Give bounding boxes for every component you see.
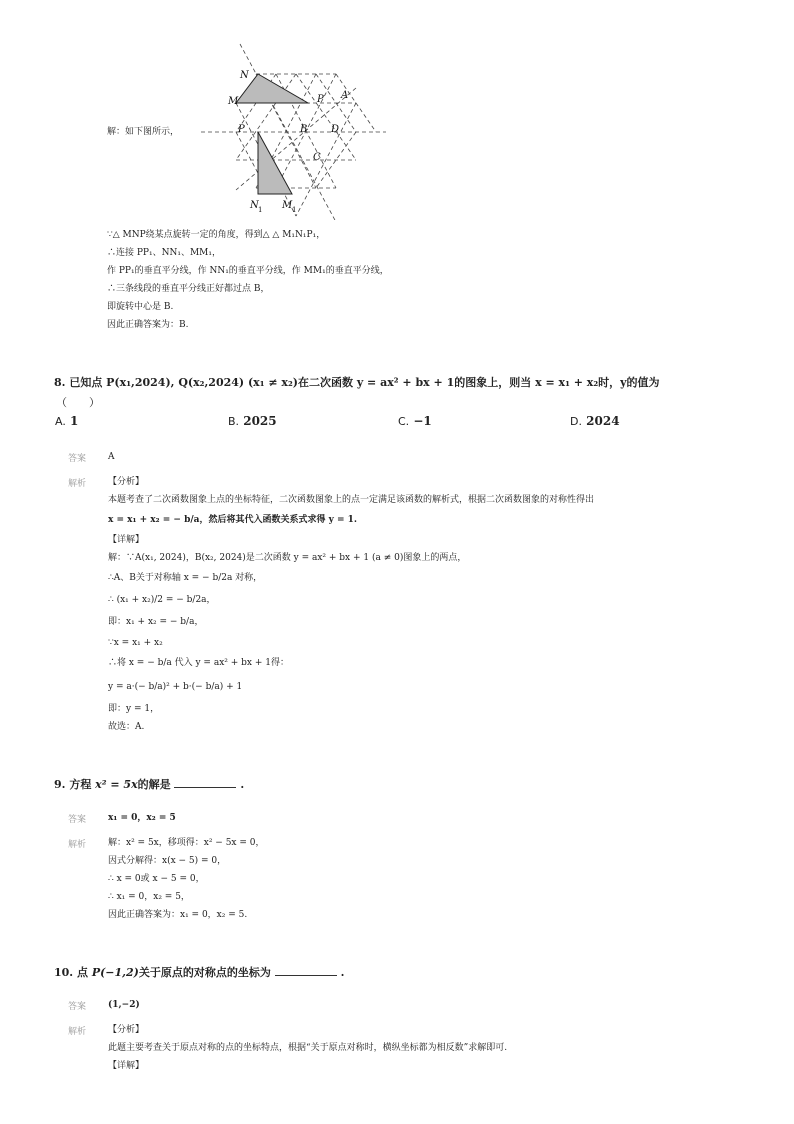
q7-solution-intro: 解：如下图所示， <box>107 127 180 137</box>
q8-analysis-10: ∴将 x = − b/a 代入 y = ax² + bx + 1得： <box>108 658 289 668</box>
option-letter: D. <box>570 415 582 428</box>
q8-number: 8. <box>54 376 66 389</box>
q9-answer: x₁ = 0，x₂ = 5 <box>108 813 176 823</box>
rotation-figure <box>196 40 396 220</box>
q9-analysis-1: 解：x² = 5x，移项得：x² − 5x = 0， <box>108 838 265 848</box>
q9-analysis-4: ∴ x₁ = 0，x₂ = 5， <box>108 892 190 902</box>
option-value: 2025 <box>243 414 277 428</box>
q9-analysis-2: 因式分解得：x(x − 5) = 0， <box>108 856 227 866</box>
label-a: A <box>341 90 349 101</box>
q7-line-1: ∵△ MNP绕某点旋转一定的角度，得到△ △ M₁N₁P₁， <box>107 230 326 240</box>
label-c: C <box>313 152 321 163</box>
q10-answer: (1,−2) <box>108 1000 140 1010</box>
label-n1: N <box>250 200 259 211</box>
q8-option-b[interactable] <box>228 414 277 428</box>
q9-number: 9. <box>54 778 66 791</box>
option-value: 1 <box>70 414 79 428</box>
q8-analysis-12: 即：y = 1， <box>108 704 160 714</box>
q9-stem <box>54 776 244 792</box>
q7-line-3: 作 PP₁的垂直平分线，作 NN₁的垂直平分线，作 MM₁的垂直平分线， <box>107 266 389 276</box>
q8-analysis-3: x = x₁ + x₂ = − b/a，然后将其代入函数关系式求得 y = 1. <box>108 515 358 525</box>
q9-analysis-5: 因此正确答案为：x₁ = 0，x₂ = 5. <box>108 910 248 920</box>
q9-stem-pre: 方程 <box>69 778 96 791</box>
q9-analysis-3: ∴ x = 0或 x − 5 = 0， <box>108 874 205 884</box>
triangle-m1n1p1 <box>258 132 292 194</box>
q7-line-6: 因此正确答案为：B. <box>107 320 189 330</box>
q8-analysis-13: 故选：A. <box>108 722 145 732</box>
q10-analysis-3: 【详解】 <box>108 1061 145 1071</box>
q8-analysis-6: ∴A、B关于对称轴 x = − b/2a 对称， <box>108 573 263 583</box>
q9-answer-blank[interactable] <box>174 777 236 788</box>
option-value: 2024 <box>586 414 620 428</box>
q8-analysis-1: 【分析】 <box>108 477 145 487</box>
label-p: P <box>317 94 324 105</box>
q9-stem-post: 的解是 <box>137 778 171 791</box>
label-m1: M <box>282 200 293 211</box>
q7-line-4: ∴三条线段的垂直平分线正好都过点 B， <box>107 284 270 294</box>
q9-analysis-label: 解析 <box>68 840 87 850</box>
q10-stem <box>54 964 344 980</box>
label-b: B <box>300 124 308 135</box>
option-letter: A. <box>55 415 66 428</box>
q10-end: . <box>340 966 345 979</box>
q10-stem-math: P(−1,2) <box>91 966 139 979</box>
q8-analysis-4: 【详解】 <box>108 535 145 545</box>
q8-stem <box>54 374 660 390</box>
q8-option-c[interactable] <box>398 414 432 428</box>
q10-answer-blank[interactable] <box>275 965 337 976</box>
q8-answer: A <box>108 452 115 462</box>
q10-analysis-2: 此题主要考查关于原点对称的点的坐标特点，根据“关于原点对称时，横纵坐标都为相反数”求解即可. <box>108 1043 508 1053</box>
q7-line-2: ∴连接 PP₁、NN₁、MM₁， <box>107 248 221 258</box>
q8-analysis-label: 解析 <box>68 479 87 489</box>
q8-paren: （ ） <box>56 396 100 409</box>
q8-option-d[interactable] <box>570 414 620 428</box>
q10-analysis-1: 【分析】 <box>108 1025 145 1035</box>
label-n1-sub: 1 <box>258 206 263 214</box>
q10-analysis-label: 解析 <box>68 1027 87 1037</box>
q7-line-5: 即旋转中心是 B. <box>107 302 174 312</box>
option-letter: C. <box>398 415 410 428</box>
q8-analysis-5: 解：∵A(x₁, 2024)，B(x₂, 2024)是二次函数 y = ax² + bx + 1 (a ≠ 0)图象上的两点， <box>108 553 467 563</box>
label-d: D <box>331 124 340 135</box>
q8-answer-label: 答案 <box>68 454 87 464</box>
label-m1-sub: 1 <box>292 206 297 214</box>
option-letter: B. <box>228 415 240 428</box>
triangle-grid <box>201 44 386 220</box>
q8-analysis-8: 即：x₁ + x₂ = − b/a， <box>108 617 204 627</box>
option-value: −1 <box>413 414 432 428</box>
q10-stem-post: 关于原点的对称点的坐标为 <box>138 966 271 979</box>
q9-end: . <box>240 778 245 791</box>
q10-stem-pre: 点 <box>76 966 92 979</box>
q8-analysis-11: y = a·(− b/a)² + b·(− b/a) + 1 <box>108 682 243 692</box>
q8-analysis-7: ∴ (x₁ + x₂)/2 = − b/2a， <box>108 595 216 605</box>
q8-analysis-9: ∵x = x₁ + x₂ <box>108 638 163 648</box>
q8-stem-text: 已知点 P(x₁,2024), Q(x₂,2024) (x₁ ≠ x₂)在二次函数 y = ax² + bx + 1的图象上，则当 x = x₁ + x₂时，y的值为 <box>69 376 660 389</box>
label-n: N <box>240 70 249 81</box>
q8-option-a[interactable] <box>55 414 78 428</box>
q9-stem-math: x² = 5x <box>95 778 138 791</box>
q10-number: 10. <box>54 966 74 979</box>
q10-answer-label: 答案 <box>68 1002 87 1012</box>
q8-analysis-2: 本题考查了二次函数图象上点的坐标特征，二次函数图象上的点一定满足该函数的解析式，根据二次函数图象的对称性得出 <box>108 495 595 505</box>
q9-answer-label: 答案 <box>68 815 87 825</box>
label-p1: P <box>238 124 245 135</box>
label-m: M <box>228 96 239 107</box>
